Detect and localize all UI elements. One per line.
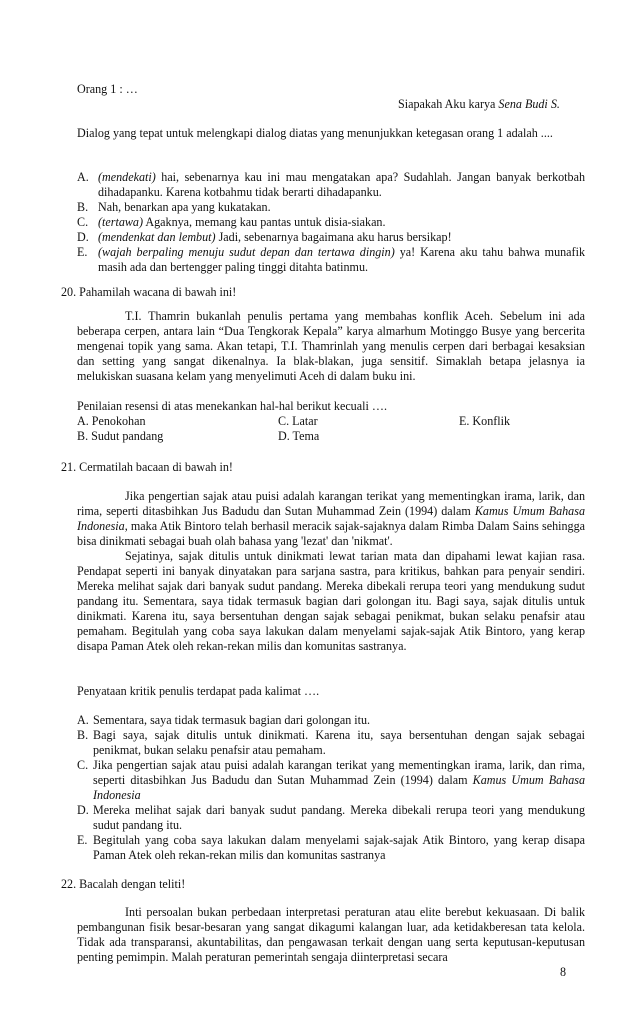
q20-passage: T.I. Thamrin bukanlah penulis pertama yang membahas konflik Aceh. Sebelum ini ada beberapa cerpen, antara lain “Dua Tengkorak Kepala” karya almarhum Motinggo Busye yang bercerita mengenai topik yang sama. Akan tetapi, T.I. Thamrinlah yang menulis cerpen dari berbagai kesaksian dan setting yang sangat dikenalnya. Ia blak-blakan, juga sensitif. Simaklah betapa jelasnya ia melukiskan suasana kelam yang menyelimuti Aceh di dalam buku ini. [77,309,585,383]
q21-options [77,713,585,863]
q21-paragraph-1: Jika pengertian sajak atau puisi adalah karangan terikat yang mementingkan irama, larik, dan rima, seperti ditasbihkan Jus Badudu dan Sutan Muhammad Zein (1994) dalam Kamus Umum Bahasa Indonesia, maka Atik Bintoro telah berhasil meracik sajak-sajaknya dalam Rimba Dalam Sains sehingga bisa dinikmati sebagai buah olah bahasa yang 'lezat' dan 'nikmat'. [77,489,585,548]
option-b: B. Bagi saya, sajak ditulis untuk dinikmati. Karena itu, saya bersentuhan dengan sajak sebagai penikmat, bukan selaku penafsir atau pemaham. [77,728,585,757]
option-c: C. Jika pengertian sajak atau puisi adalah karangan terikat yang mementingkan irama, larik, dan rima, seperti ditasbihkan Jus Badudu dan Sutan Muhammad Zein (1994) dalam Kamus Umum Bahasa Indonesia [77,758,585,802]
option-d: D. (mendenkat dan lembut) Jadi, sebenarnya bagaimana aku harus bersikap! [77,230,452,244]
option-d: D. Tema [278,429,320,443]
option-d: D. Mereka melihat sajak dari banyak sudut pandang. Mereka dibekali rerupa teori yang mendukung sudut pandang itu. [77,803,585,832]
q22-passage: Inti persoalan bukan perbedaan interpretasi peraturan atau elite berebut kekuasaan. Di balik pembangunan fisik besar-besaran yang sangat dikagumi kalangan luar, ada ketidakberesan tata kelola. Tidak ada transparansi, akuntabilitas, dan pengawasan terkait dengan uang serta keputusan-keputusan penting pemimpin. Malah peraturan pemerintah sengaja diinterpretasi secara [77,905,585,964]
dialog-text: Orang 1 : … [77,82,138,96]
q19-options [77,170,585,275]
page-number: 8 [560,965,567,979]
option-e: E. Konflik [459,414,511,428]
q20-question: Penilaian resensi di atas menekankan hal-hal berikut kecuali …. [77,399,387,413]
option-c: C. Latar [278,414,318,428]
option-e: E. Begitulah yang coba saya lakukan dalam menyelami sajak-sajak Atik Bintoro, yang kerap disapa Paman Atek oleh rekan-rekan milis dan komunitas sastranya [77,833,585,862]
option-a: A. Sementara, saya tidak termasuk bagian dari golongan itu. [77,713,371,727]
option-c: C. (tertawa) Agaknya, memang kau pantas untuk disia-siakan. [77,215,386,229]
q21-instruction: 21. Cermatilah bacaan di bawah in! [61,460,233,474]
option-a: A. Penokohan [77,414,146,428]
q19-question: Dialog yang tepat untuk melengkapi dialog diatas yang menunjukkan ketegasan orang 1 adalah .... [77,126,553,140]
source-author: Sena Budi S. [498,97,560,111]
question-number: 21. [61,460,77,474]
q22-instruction: 22. Bacalah dengan teliti! [61,877,186,891]
dialog-source: Siapakah Aku karya Sena Budi S. [398,97,560,111]
question-number: 20. [61,285,77,299]
q20-options [77,414,585,444]
dialog-line-orang-1 [77,82,577,97]
q21-question: Penyataan kritik penulis terdapat pada kalimat …. [77,684,320,698]
option-b: B. Nah, benarkan apa yang kukatakan. [77,200,271,214]
option-a: A. (mendekati) hai, sebenarnya kau ini mau mengatakan apa? Sudahlah. Jangan banyak berkotbah dihadapanku. Karena kotbahmu tidak berarti dihadapanku. [77,170,585,199]
question-number: 22. [61,877,77,891]
q20-instruction: 20. Pahamilah wacana di bawah ini! [61,285,237,299]
option-b: B. Sudut pandang [77,429,164,443]
option-e: E. (wajah berpaling menuju sudut depan dan tertawa dingin) ya! Karena aku tahu bahwa munafik masih ada dan bertengger paling tinggi ditahta batinmu. [77,245,585,274]
q21-paragraph-2: Sejatinya, sajak ditulis untuk dinikmati lewat tarian mata dan dipahami lewat kajian rasa. Pendapat seperti ini banyak dinyatakan para sarjana sastra, para kritikus, bahkan para penyair sendiri. Mereka melihat sajak dari banyak sudut pandang. Mereka dibekali rerupa teori yang mendukung sudut pandang itu. Sementara, saya tidak termasuk bagian dari golongan itu. Bagi saya, sajak ditulis untuk dinikmati. Karena itu, saya bersentuhan dengan sajak sebagai penikmat, bukan selaku penafsir atau pemaham. Begitulah yang coba saya lakukan dalam menyelami sajak-sajak Atik Bintoro, yang kerap disapa Paman Atek oleh rekan-rekan milis dan komunitas sastranya. [77,549,585,653]
